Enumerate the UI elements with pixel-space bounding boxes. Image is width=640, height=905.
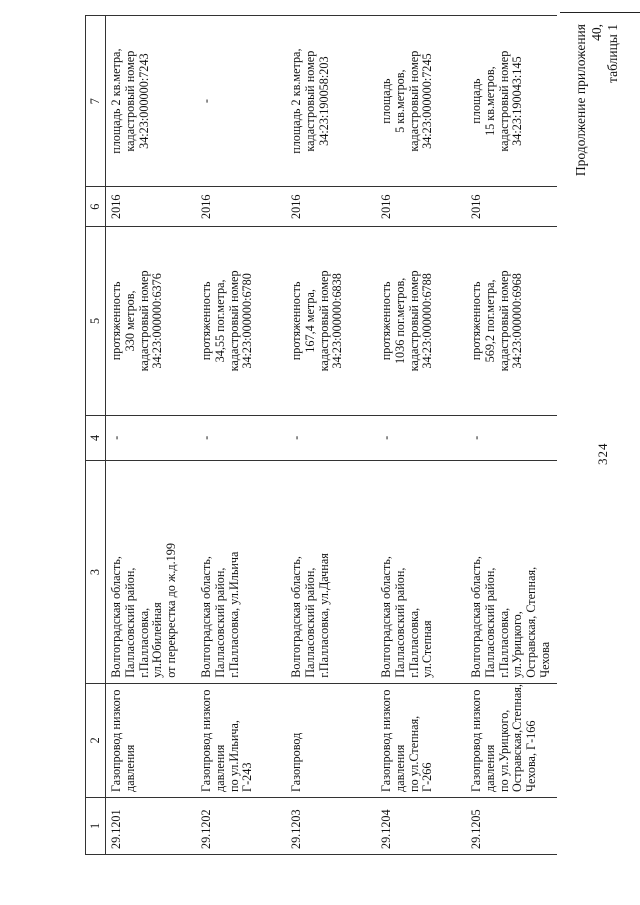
object-specs: протяженность 330 метров, кадастровый номер 34:23:000000:6376 [106,227,197,415]
col-header: 3 [86,461,106,684]
row-number: 29.1204 [376,797,466,854]
col-header: 6 [86,187,106,227]
col-header: 2 [86,683,106,797]
object-specs: протяженность 34,55 пог.метра, кадастровый номер 34:23:000000:6780 [196,227,286,415]
continuation-title: Продолжение приложения 40, таблицы 1 [573,24,620,177]
col-header: 4 [86,415,106,461]
register-table [85,15,557,855]
col-header: 7 [86,16,106,187]
object-specs: протяженность 1036 пог.метров, кадастровый номер 34:23:000000:6788 [376,227,466,415]
row-number: 29.1205 [466,797,557,854]
object-name: Газопровод низкого давления по ул.Степная, Г-266 [376,683,466,797]
extra-info: площадь 2 кв.метра, кадастровый номер 34:23:190058:203 [286,16,376,187]
table-row [286,16,376,855]
year: 2016 [466,187,557,227]
table-row [196,16,286,855]
object-address: Волгоградская область, Палласовский район, г.Палласовка, ул.Юбилейная от перекрестка до ж.д.199 [106,461,197,684]
extra-info: площадь 2 кв.метра, кадастровый номер 34:23:000000:7243 [106,16,197,187]
row-number: 29.1203 [286,797,376,854]
object-address: Волгоградская область, Палласовский район, г.Палласовка, ул.Урицкого, Остравская, Степная, Чехова [466,461,557,684]
col4-value: - [286,415,376,461]
extra-info: площадь 5 кв.метров, кадастровый номер 34:23:000000:7245 [376,16,466,187]
table-header-row [86,16,106,855]
year: 2016 [286,187,376,227]
object-name: Газопровод низкого давления по ул.Урицкого, Остравская,Степная, Чехова, Г-166 [466,683,557,797]
year: 2016 [196,187,286,227]
object-address: Волгоградская область, Палласовский район, г.Палласовка, ул.Ильича [196,461,286,684]
row-number: 29.1201 [106,797,197,854]
object-specs: протяженность 167,4 метра, кадастровый номер 34:23:000000:6838 [286,227,376,415]
col4-value: - [196,415,286,461]
object-address: Волгоградская область, Палласовский район, г.Палласовка, ул.Степная [376,461,466,684]
page-number: 324 [595,442,610,465]
table-row [376,16,466,855]
object-name: Газопровод низкого давления [106,683,197,797]
object-address: Волгоградская область, Палласовский район, г.Палласовка, ул.Дачная [286,461,376,684]
col4-value: - [106,415,197,461]
object-name: Газопровод [286,683,376,797]
col-header: 1 [86,797,106,854]
year: 2016 [106,187,197,227]
extra-info: площадь 15 кв.метров, кадастровый номер 34:23:190043:145 [466,16,557,187]
object-name: Газопровод низкого давления по ул.Ильича, Г-243 [196,683,286,797]
col4-value: - [376,415,466,461]
col4-value: - [466,415,557,461]
row-number: 29.1202 [196,797,286,854]
object-specs: протяженность 569,2 пог.метра, кадастровый номер 34:23:000000:6968 [466,227,557,415]
year: 2016 [376,187,466,227]
col-header: 5 [86,227,106,415]
extra-info: - [196,16,286,187]
table-row [106,16,197,855]
table-row [466,16,557,855]
